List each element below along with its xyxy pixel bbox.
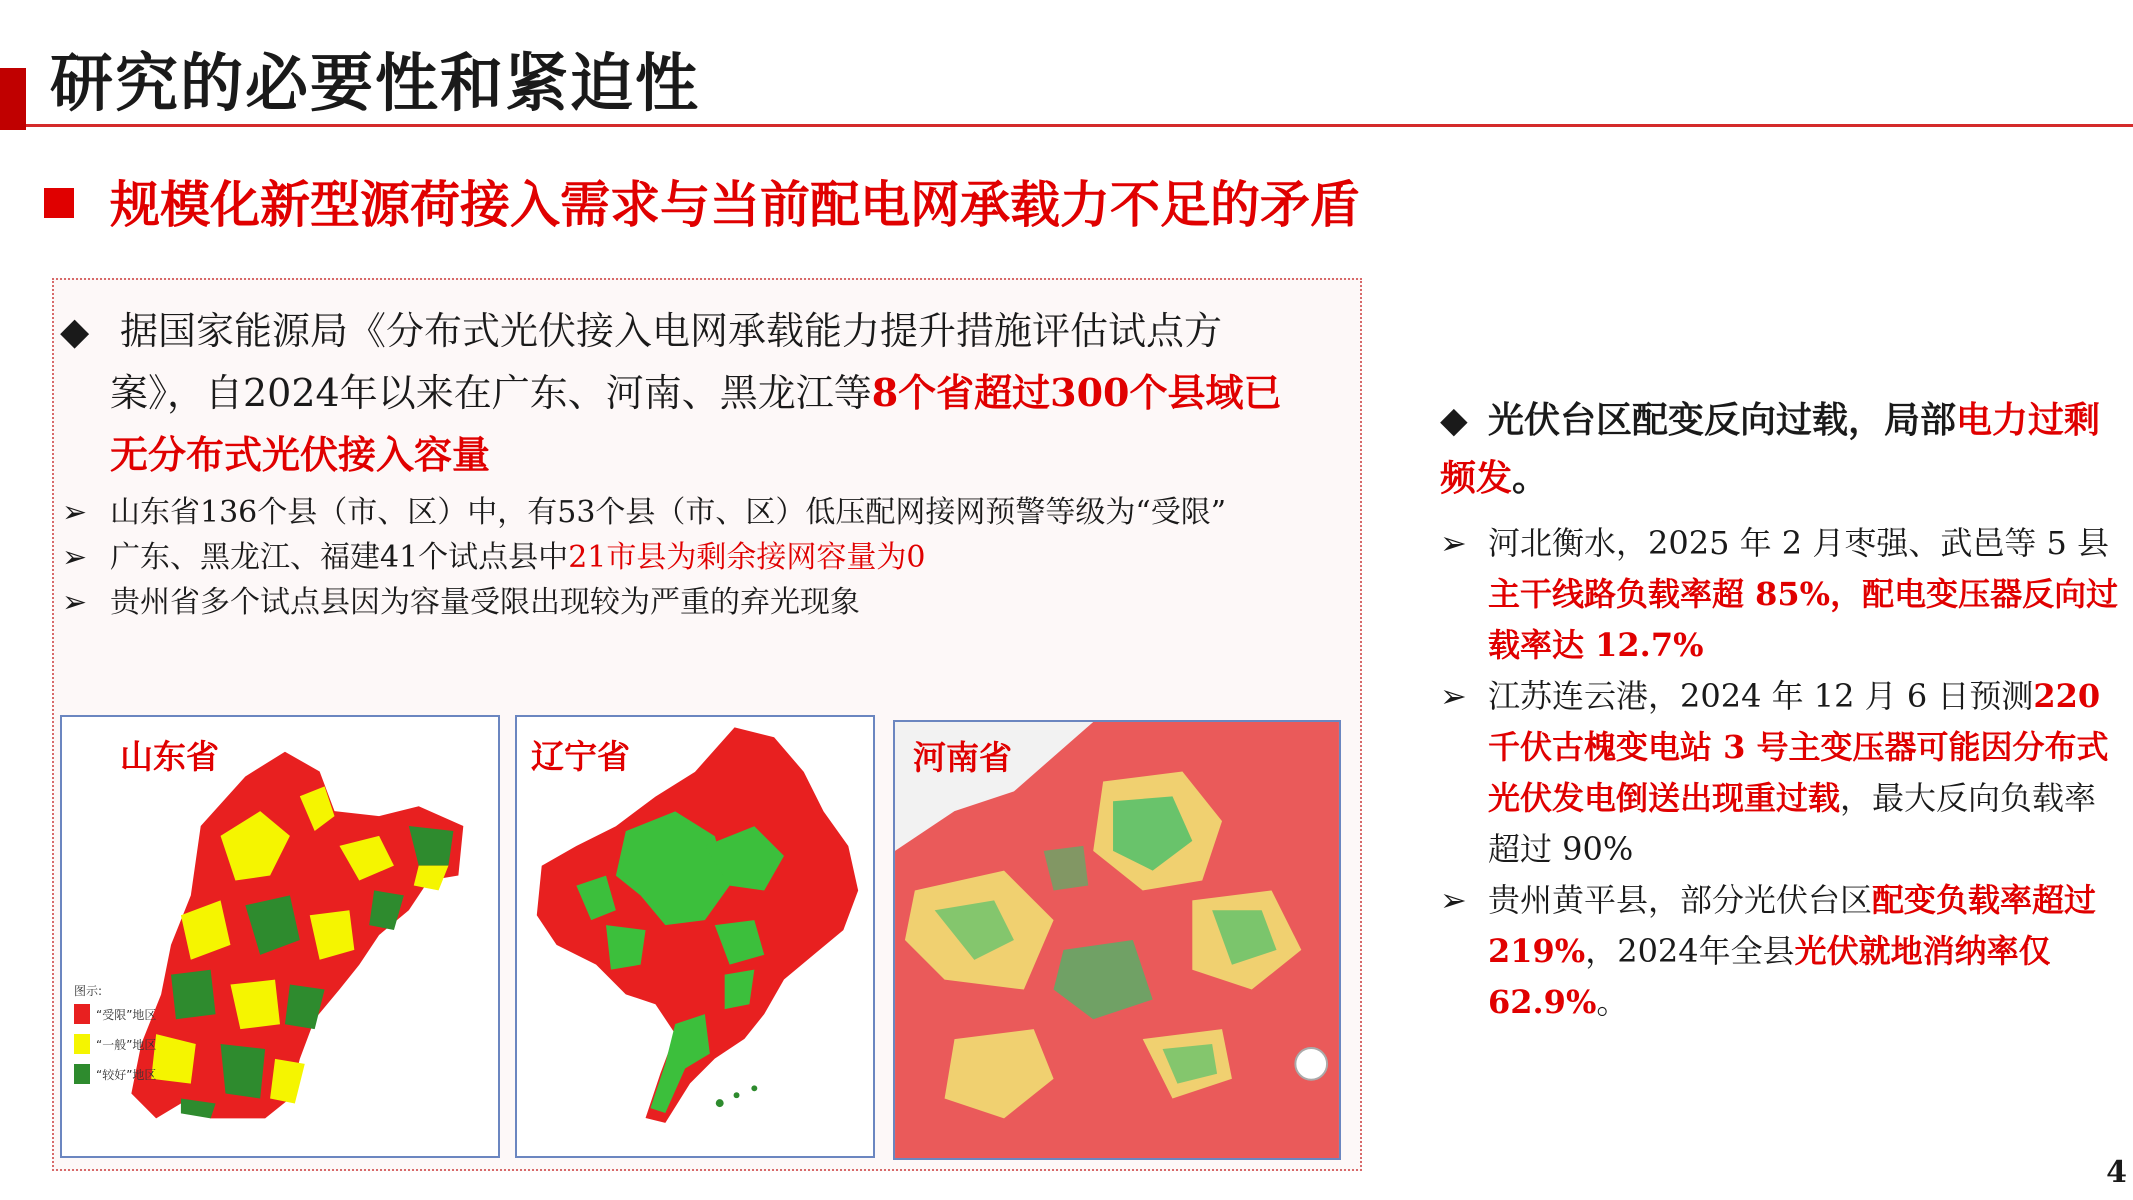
lead-text-a: 据国家能源局《分布式光伏接入电网承载能力提升措施评估试点方 [120, 309, 1223, 353]
right-item-text-end: ，最大反向负载率超过 90% [1488, 779, 2097, 868]
right-lead-text: 光伏台区配变反向过载，局部 [1488, 400, 1957, 441]
lead-highlight-c: 无分布式光伏接入容量 [110, 432, 491, 477]
list-item [1440, 518, 2120, 671]
page-number: 4 [2106, 1155, 2127, 1190]
title-underline [26, 124, 2133, 127]
legend-row [74, 1029, 156, 1059]
map-label: 辽宁省 [531, 737, 630, 776]
diamond-bullet-icon: ◆ [1440, 400, 1468, 441]
legend-row [74, 999, 156, 1029]
list-item [62, 490, 1342, 535]
legend-row [74, 1059, 156, 1089]
shandong-map-image [62, 717, 498, 1156]
sub-item-text: 广东、黑龙江、福建41个试点县中 [110, 540, 569, 575]
map-label: 河南省 [913, 738, 1012, 777]
lead-highlight-b: 8个省超过300个县域已 [871, 370, 1282, 415]
list-item [62, 535, 1342, 580]
right-items [1440, 518, 2120, 1028]
legend-label: “较好”地区 [96, 1067, 157, 1082]
map-legend [74, 982, 156, 1089]
legend-label: “一般”地区 [96, 1037, 157, 1052]
right-lead [1440, 392, 2120, 508]
right-item-highlight: 220 千伏古槐变电站 3 号主变压器可能因分布式光伏发电倒送出现重过载 [1488, 677, 2109, 817]
lead-text-b: 案》，自2024年以来在广东、河南、黑龙江等 [110, 371, 872, 415]
henan-map-image [895, 722, 1339, 1158]
map-shandong [60, 715, 500, 1158]
sub-item-text: 贵州省多个试点县因为容量受限出现较为严重的弃光现象 [110, 585, 860, 620]
list-item [1440, 875, 2120, 1028]
right-column [1440, 392, 2120, 1028]
arrow-bullet-icon: ➢ [1440, 524, 1467, 562]
map-liaoning [515, 715, 875, 1158]
arrow-bullet-icon: ➢ [62, 540, 88, 575]
legend-label: “受限”地区 [96, 1007, 157, 1022]
page-title: 研究的必要性和紧迫性 [50, 47, 700, 120]
lead-paragraph [60, 300, 1320, 486]
sub-item-highlight: 21市县为剩余接网容量为0 [568, 540, 926, 575]
right-item-text: 江苏连云港，2024 年 12 月 6 日预测 [1488, 677, 2034, 715]
title-accent-bar [0, 68, 26, 130]
legend-swatch-green [74, 1064, 90, 1084]
map-label: 山东省 [120, 737, 219, 776]
right-item-text: 河北衡水，2025 年 2 月枣强、武邑等 5 县 [1488, 524, 2110, 562]
sub-item-text: 山东省136个县（市、区）中，有53个县（市、区）低压配网接网预警等级为“受限” [110, 495, 1227, 530]
legend-swatch-red [74, 1004, 90, 1024]
legend-swatch-yellow [74, 1034, 90, 1054]
arrow-bullet-icon: ➢ [62, 585, 88, 620]
arrow-bullet-icon: ➢ [62, 495, 88, 530]
right-lead-end: 。 [1512, 458, 1549, 499]
arrow-bullet-icon: ➢ [1440, 677, 1467, 715]
list-item [62, 580, 1342, 625]
section-subtitle: 规模化新型源荷接入需求与当前配电网承载力不足的矛盾 [110, 176, 1360, 234]
right-item-text-end: 。 [1596, 983, 1629, 1021]
diamond-bullet-icon: ◆ [60, 309, 90, 353]
right-item-text: 贵州黄平县，部分光伏台区 [1488, 881, 1873, 919]
list-item [1440, 671, 2120, 875]
right-item-highlight-2: 光伏就地消纳率仅62.9% [1488, 932, 2051, 1021]
sub-item-list [62, 490, 1342, 625]
arrow-bullet-icon: ➢ [1440, 881, 1467, 919]
legend-title: 图示: [74, 984, 103, 998]
right-item-text-mid: ，2024年全县 [1585, 932, 1795, 970]
right-lead-highlight: 电力过剩频发 [1440, 400, 2101, 499]
map-henan [893, 720, 1341, 1160]
right-item-highlight: 配变负载率超过219% [1488, 881, 2097, 970]
subtitle-square-icon [44, 188, 74, 218]
liaoning-map-image [517, 717, 873, 1156]
right-item-highlight: 主干线路负载率超 85%，配电变压器反向过载率达 12.7% [1488, 575, 2119, 664]
